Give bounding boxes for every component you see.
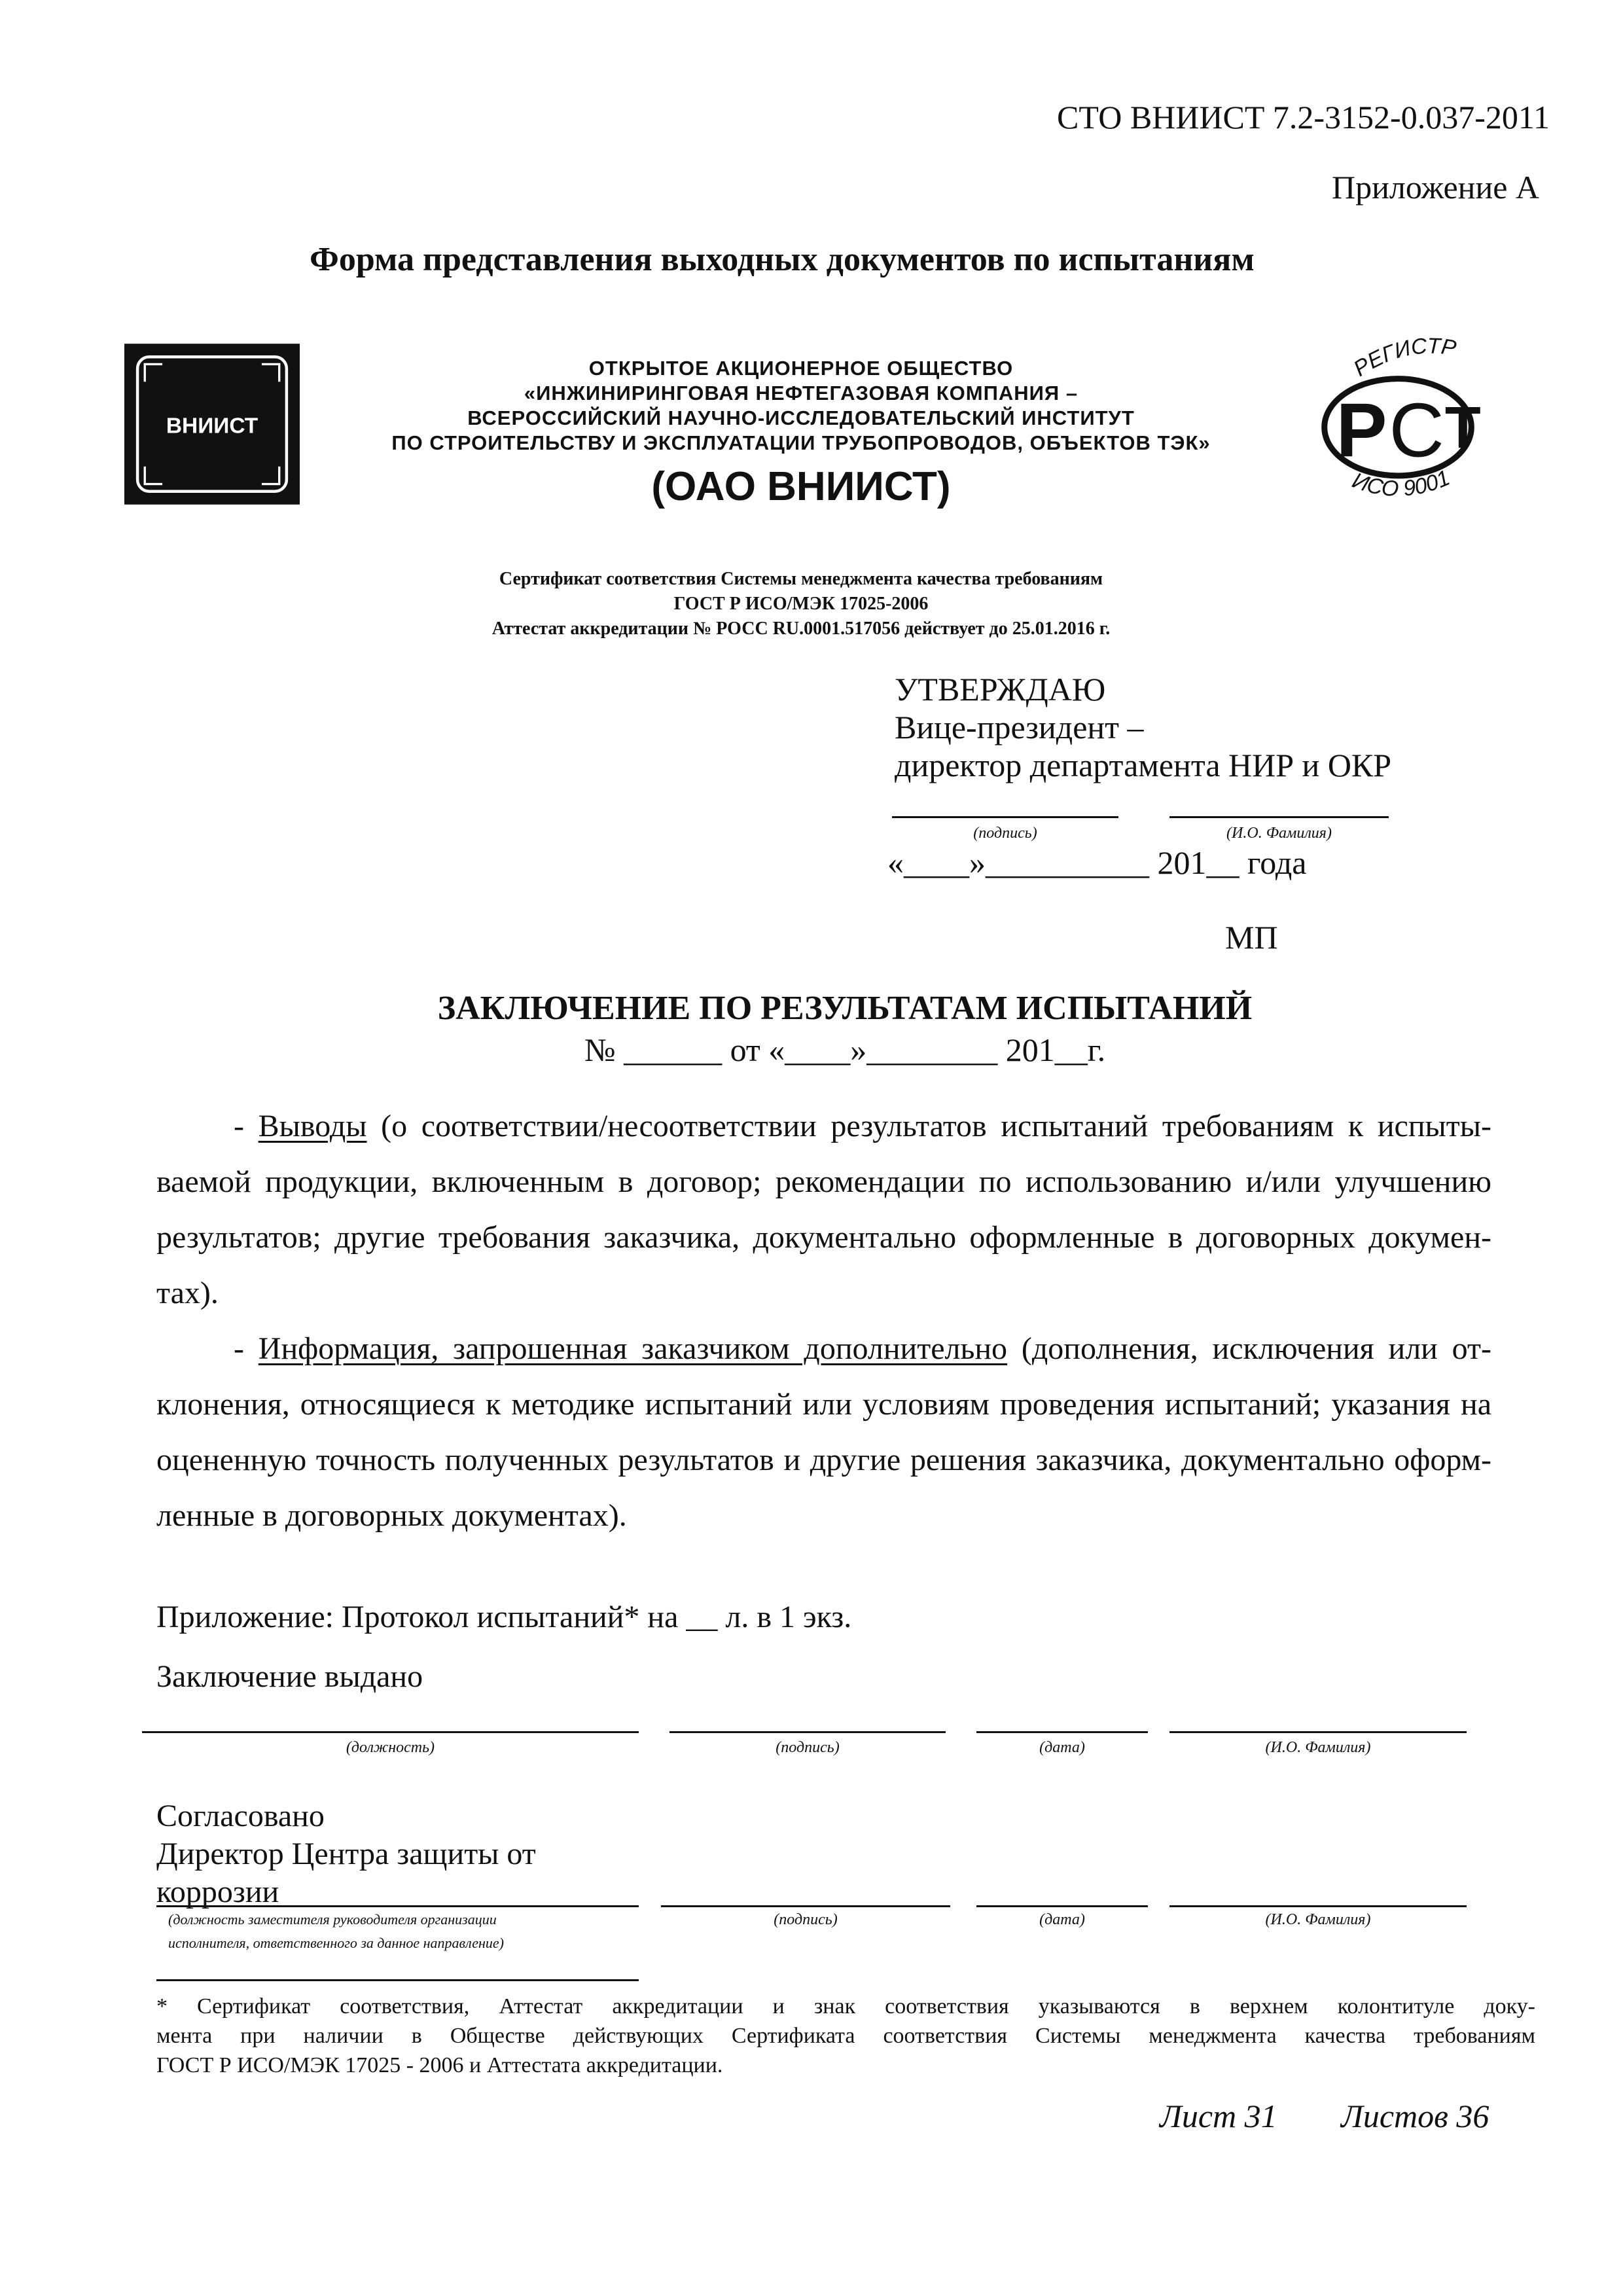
body-line: оцененную точность полученных результатов и другие решения заказчика, документально оформ- bbox=[156, 1443, 1491, 1477]
certificate-line: ГОСТ Р ИСО/МЭК 17025-2006 bbox=[673, 594, 929, 614]
issued-signature-line bbox=[669, 1731, 946, 1733]
approval-position-line: директор департамента НИР и ОКР bbox=[895, 747, 1392, 783]
bullet-dash: - bbox=[234, 1331, 259, 1366]
issued-name-caption: (И.О. Фамилия) bbox=[1265, 1739, 1371, 1756]
issued-date-line bbox=[976, 1731, 1148, 1733]
caption-line: исполнителя, ответственного за данное направление) bbox=[168, 1935, 505, 1951]
underlined-term: Выводы bbox=[258, 1109, 367, 1143]
body-text-span: (дополнения, исключения или от- bbox=[1007, 1331, 1492, 1366]
registry-letter: С bbox=[1389, 387, 1444, 473]
stamp-place: МП bbox=[1225, 919, 1278, 956]
registry-letter: Р bbox=[1336, 387, 1387, 473]
issued-label: Заключение выдано bbox=[156, 1659, 423, 1694]
conclusion-title: ЗАКЛЮЧЕНИЕ ПО РЕЗУЛЬТАТАМ ИСПЫТАНИЙ bbox=[437, 990, 1253, 1027]
agreed-date-caption: (дата) bbox=[1039, 1911, 1085, 1928]
footnote bbox=[156, 1992, 1535, 2080]
footnote-line: мента при наличии в Обществе действующих Сертификата соответствия Системы менеджмента качества требованиям bbox=[156, 2024, 1535, 2048]
document-code: СТО ВНИИСТ 7.2-3152-0.037-2011 bbox=[1056, 99, 1550, 135]
issued-signature-caption: (подпись) bbox=[776, 1739, 840, 1756]
agreed-signature-line bbox=[661, 1905, 950, 1907]
attachment-line: Приложение: Протокол испытаний* на __ л. в 1 экз. bbox=[156, 1600, 852, 1634]
agreed-block bbox=[156, 1797, 536, 1911]
org-name-line: ОТКРЫТОЕ АКЦИОНЕРНОЕ ОБЩЕСТВО bbox=[588, 357, 1014, 380]
agreed-position-caption bbox=[168, 1908, 652, 1955]
approval-signature-line bbox=[892, 816, 1118, 818]
body-line: ваемой продукции, включенным в договор; рекомендации по использованию и/или улучшению bbox=[156, 1164, 1491, 1199]
body-line: тах). bbox=[156, 1276, 219, 1310]
org-name-line: ВСЕРОССИЙСКИЙ НАУЧНО-ИССЛЕДОВАТЕЛЬСКИЙ ИНСТИТУТ bbox=[467, 406, 1135, 429]
conclusion-number-line: № ______ от «____»________ 201__г. bbox=[584, 1031, 1106, 1068]
appendix-label: Приложение А bbox=[1332, 169, 1539, 206]
body-text-span: (о соответствии/несоответствии результатов испытаний требованиям к испыты- bbox=[366, 1109, 1492, 1143]
caption-line: (должность заместителя руководителя организации bbox=[168, 1911, 497, 1928]
registry-certification-logo bbox=[1315, 333, 1492, 512]
footnote-line: ГОСТ Р ИСО/МЭК 17025 - 2006 и Аттестата аккредитации. bbox=[156, 2053, 723, 2077]
approval-block bbox=[895, 670, 1391, 784]
footnote-line: * Сертификат соответствия, Аттестат аккредитации и знак соответствия указываются в верхнем колонтитуле доку- bbox=[156, 1994, 1535, 2018]
org-name-line: «ИНЖИНИРИНГОВАЯ НЕФТЕГАЗОВАЯ КОМПАНИЯ – bbox=[524, 382, 1079, 404]
approval-name-caption: (И.О. Фамилия) bbox=[1226, 825, 1332, 842]
agreed-date-line bbox=[976, 1905, 1148, 1907]
sheet-number: Лист 31 bbox=[1160, 2098, 1277, 2134]
agreed-name-caption: (И.О. Фамилия) bbox=[1265, 1911, 1371, 1928]
conclusion-body bbox=[156, 1098, 1491, 1543]
body-line bbox=[156, 1321, 1491, 1376]
footnote-separator bbox=[156, 1979, 639, 1981]
agreed-position-line-rule bbox=[156, 1905, 639, 1907]
organization-short-name: (ОАО ВНИИСТ) bbox=[651, 464, 951, 509]
vniist-logo bbox=[124, 344, 300, 505]
body-line: ленные в договорных документах). bbox=[156, 1498, 627, 1533]
approval-date-line: «____»__________ 201__ года bbox=[887, 844, 1307, 881]
registry-letter: Т bbox=[1444, 395, 1481, 461]
approval-signature-caption: (подпись) bbox=[973, 825, 1037, 842]
agreed-position-line: коррозии bbox=[156, 1874, 279, 1909]
agreed-name-line bbox=[1169, 1905, 1467, 1907]
body-line bbox=[156, 1098, 1491, 1154]
certificate-line: Аттестат аккредитации № РОСС RU.0001.517056 действует до 25.01.2016 г. bbox=[491, 619, 1111, 639]
agreed-signature-caption: (подпись) bbox=[774, 1911, 838, 1928]
approval-position-line: Вице-президент – bbox=[895, 709, 1144, 745]
agreed-position-line: Директор Центра защиты от bbox=[156, 1837, 536, 1871]
organization-name bbox=[314, 356, 1288, 456]
registry-top-text bbox=[1349, 334, 1458, 381]
underlined-term: Информация, запрошенная заказчиком дополнительно bbox=[258, 1331, 1008, 1366]
certificate-line: Сертификат соответствия Системы менеджмента качества требованиям bbox=[499, 569, 1103, 589]
sheets-total: Листов 36 bbox=[1341, 2098, 1489, 2134]
certificate-info bbox=[314, 567, 1288, 641]
bullet-dash: - bbox=[234, 1109, 259, 1143]
form-title: Форма представления выходных документов по испытаниям bbox=[310, 241, 1255, 278]
issued-position-caption: (должность) bbox=[346, 1739, 435, 1756]
org-name-line: ПО СТРОИТЕЛЬСТВУ И ЭКСПЛУАТАЦИИ ТРУБОПРОВОДОВ, ОБЪЕКТОВ ТЭК» bbox=[391, 431, 1211, 454]
body-line: клонения, относящиеся к методике испытаний или условиям проведения испытаний; указания на bbox=[156, 1387, 1491, 1422]
registry-top-textpath: РЕГИСТР bbox=[1349, 334, 1458, 382]
approval-heading: УТВЕРЖДАЮ bbox=[895, 671, 1106, 708]
approval-name-line bbox=[1169, 816, 1389, 818]
issued-position-line bbox=[142, 1731, 639, 1733]
logo-text: ВНИИСТ bbox=[166, 414, 259, 439]
issued-date-caption: (дата) bbox=[1039, 1739, 1085, 1756]
agreed-label: Согласовано bbox=[156, 1799, 325, 1833]
registry-bottom-textpath: ИСО 9001 bbox=[1349, 465, 1454, 502]
issued-name-line bbox=[1169, 1731, 1467, 1733]
body-line: результатов; другие требования заказчика, документально оформленные в договорных докумен- bbox=[156, 1220, 1491, 1255]
